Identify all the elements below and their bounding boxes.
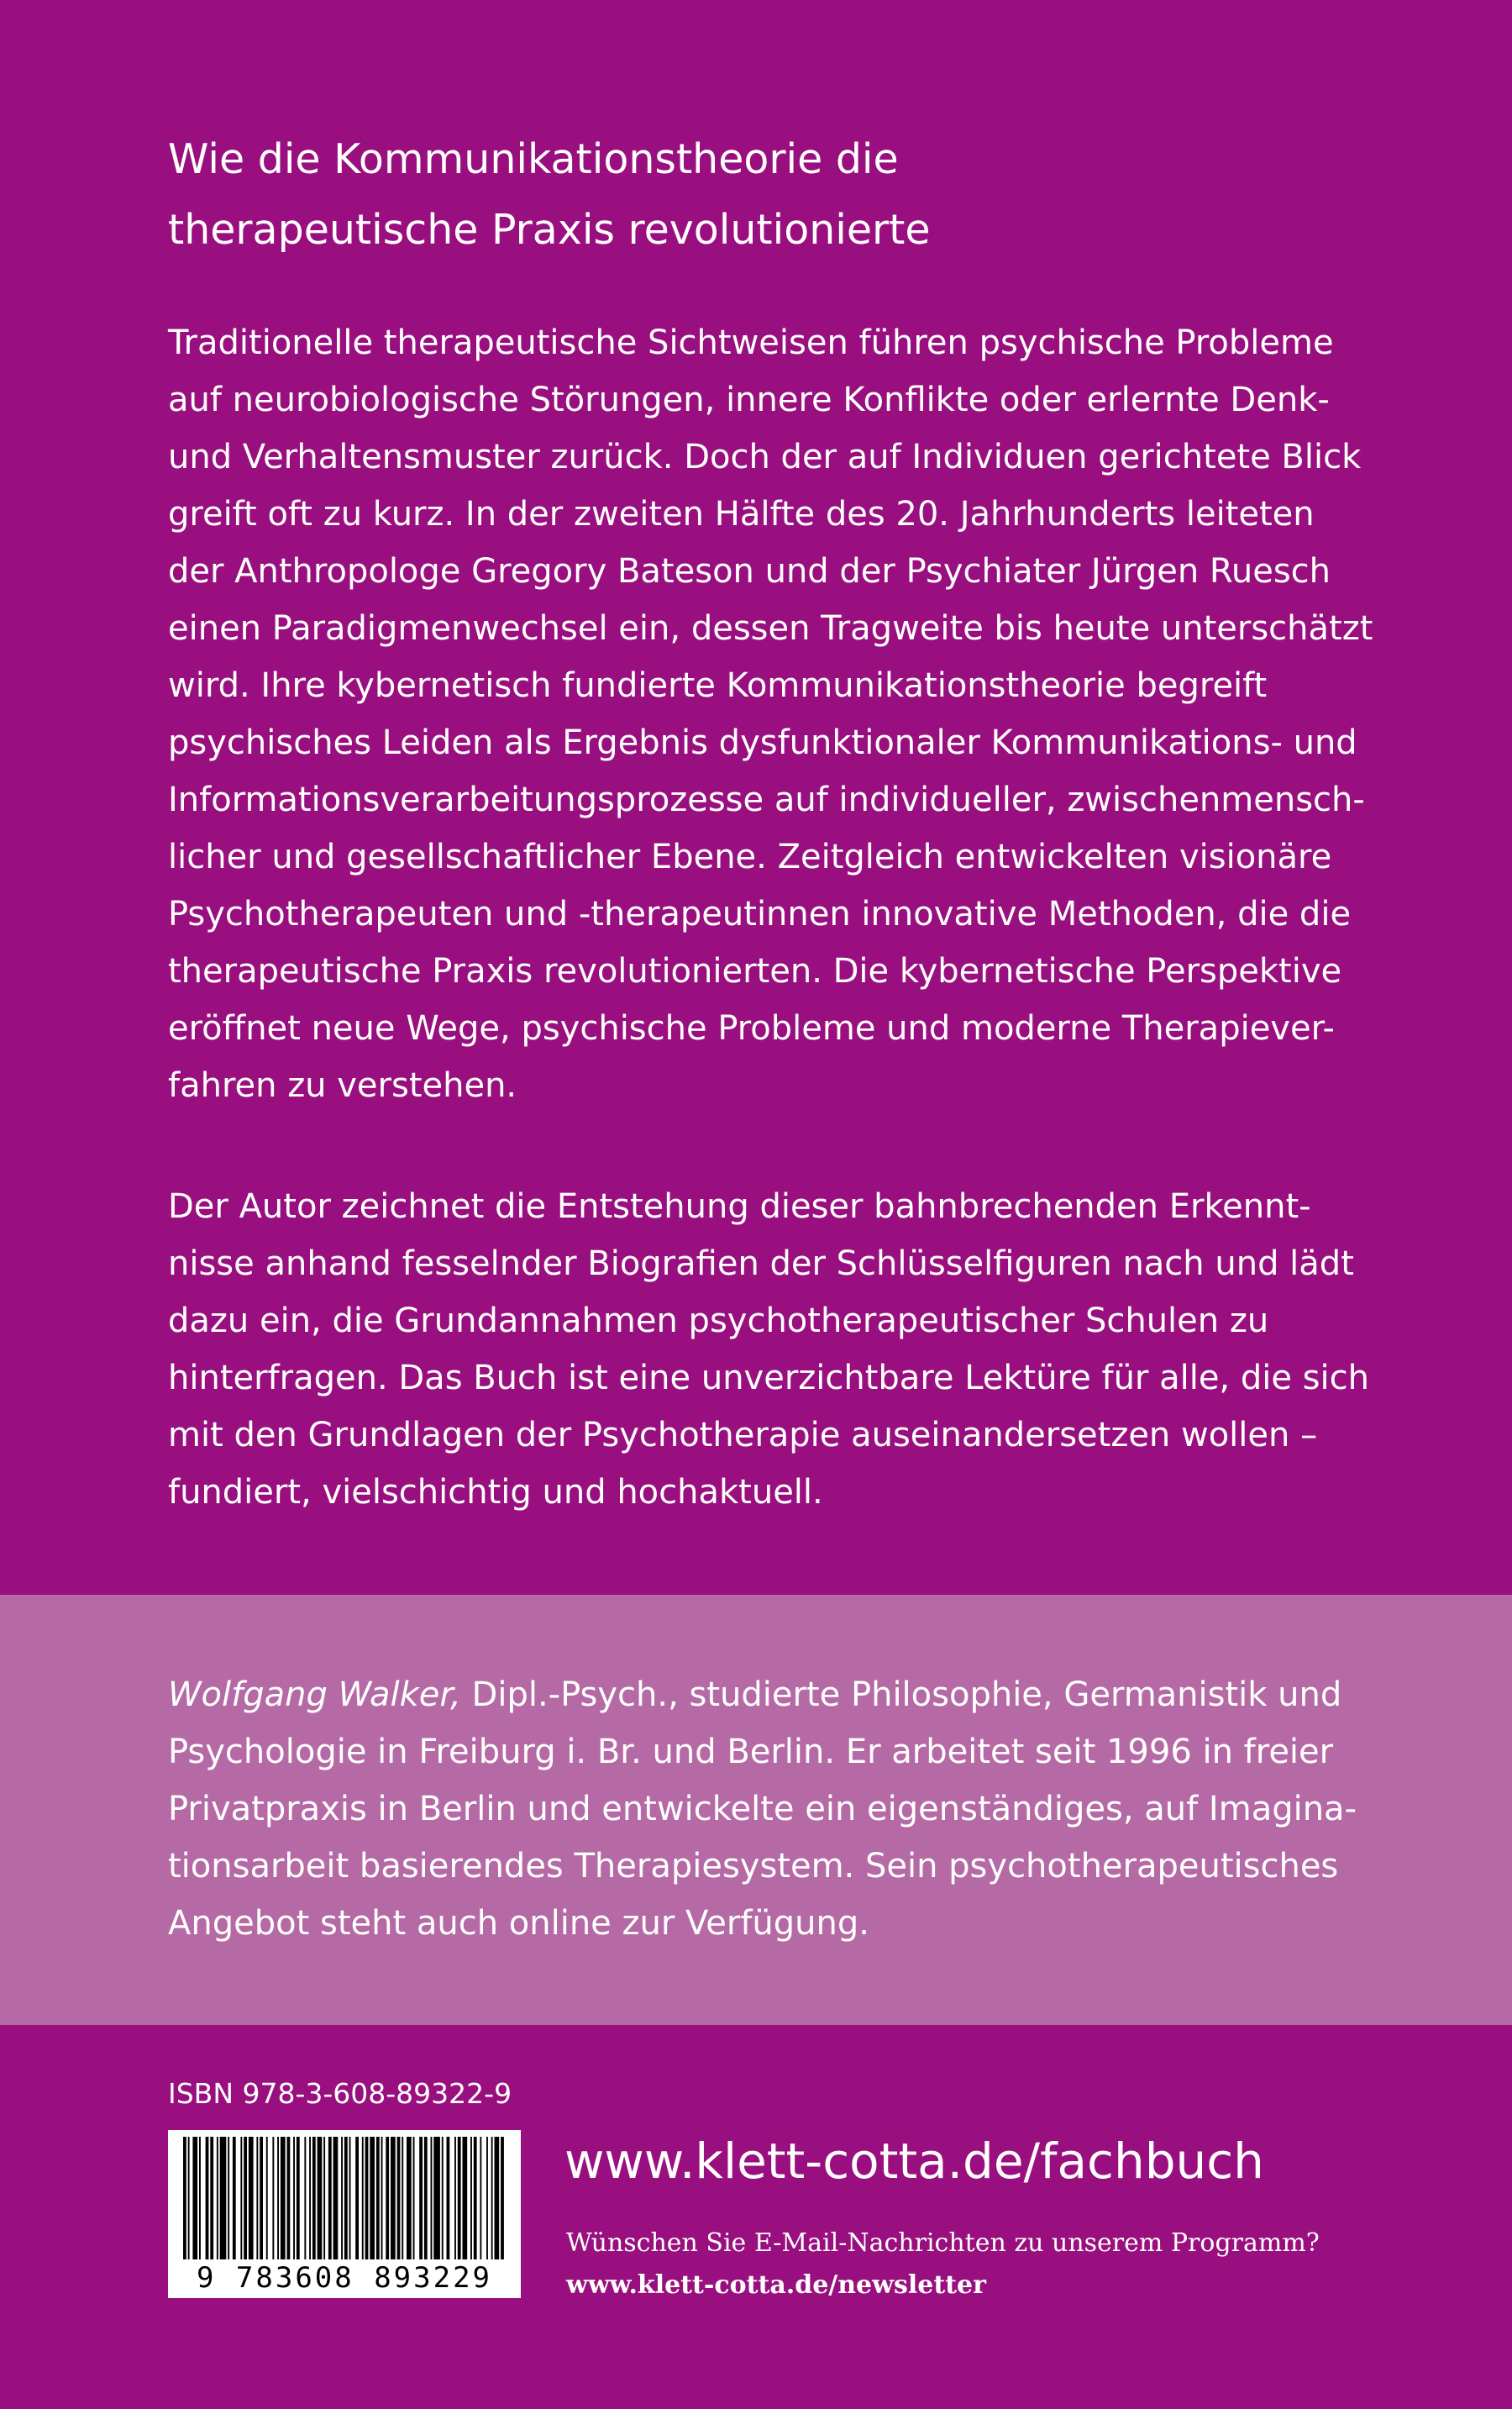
text-line: dazu ein, die Grundannahmen psychotherapeutischer Schulen zu xyxy=(168,1302,1269,1340)
text-line: einen Paradigmenwechsel ein, dessen Tragweite bis heute unterschätzt xyxy=(168,609,1373,648)
barcode-bar xyxy=(233,2137,236,2259)
barcode-bar xyxy=(447,2137,450,2259)
barcode-bar xyxy=(333,2137,339,2259)
barcode-bar xyxy=(480,2137,481,2259)
barcode-bar xyxy=(355,2137,359,2259)
barcode-bar xyxy=(349,2137,351,2259)
barcode-bar xyxy=(397,2137,401,2259)
barcode-bar xyxy=(287,2137,291,2259)
barcode-bar xyxy=(463,2137,468,2259)
barcode-bar xyxy=(192,2137,197,2259)
barcode-bar xyxy=(272,2137,274,2259)
barcode-bar xyxy=(433,2137,440,2259)
barcode-bar xyxy=(391,2137,396,2259)
text-line: der Anthropologe Gregory Bateson und der Psychiater Jürgen Ruesch xyxy=(168,552,1331,591)
barcode-bar xyxy=(183,2137,186,2259)
barcode-bar xyxy=(495,2137,500,2259)
text-line: tionsarbeit basierendes Therapiesystem. Sein psychotherapeutisches xyxy=(168,1847,1339,1886)
barcode-bar xyxy=(341,2137,343,2259)
text-line: fahren zu verstehen. xyxy=(168,1066,517,1105)
barcode-bar xyxy=(431,2137,433,2259)
barcode-bar xyxy=(362,2137,364,2259)
text-line: Psychotherapeuten und -therapeutinnen innovative Methoden, die die xyxy=(168,895,1352,934)
text-line: fundiert, vielschichtig und hochaktuell. xyxy=(168,1473,823,1512)
barcode-bar xyxy=(220,2137,227,2259)
barcode-bar xyxy=(419,2137,423,2259)
text-line: auf neurobiologische Störungen, innere Konflikte oder erlernte Denk- xyxy=(168,381,1330,419)
barcode-bar xyxy=(256,2137,258,2259)
barcode-bar xyxy=(206,2137,209,2259)
text-line: licher und gesellschaftlicher Ebene. Zeitgleich entwickelten visionäre xyxy=(168,838,1332,876)
barcode-bar xyxy=(328,2137,332,2259)
barcode-bar xyxy=(210,2137,213,2259)
author-bio-first-line-rest: Dipl.-Psych., studierte Philosophie, Germanistik und xyxy=(460,1675,1342,1714)
text-line: nisse anhand fesselnder Biografien der Schlüsselfiguren nach und lädt xyxy=(168,1244,1354,1283)
barcode-bar xyxy=(458,2137,461,2259)
text-line: therapeutische Praxis revolutionierten. Die kybernetische Perspektive xyxy=(168,952,1342,991)
text-line: wird. Ihre kybernetisch fundierte Kommunikationstheorie begreift xyxy=(168,666,1268,705)
text-line: Informationsverarbeitungsprozesse auf individueller, zwischenmensch- xyxy=(168,781,1365,819)
text-line: Angebot steht auch online zur Verfügung. xyxy=(168,1904,869,1943)
barcode-bar xyxy=(386,2137,389,2259)
barcode-bar xyxy=(293,2137,295,2259)
barcode-bar xyxy=(266,2137,268,2259)
barcode-bar xyxy=(442,2137,444,2259)
headline-line: therapeutische Praxis revolutionierte xyxy=(168,206,931,254)
barcode-bar xyxy=(297,2137,300,2259)
barcode-bar xyxy=(381,2137,383,2259)
barcode-bar xyxy=(304,2137,306,2259)
barcode-bar xyxy=(260,2137,263,2259)
text-line: greift oft zu kurz. In der zweiten Hälfte des 20. Jahrhunderts leiteten xyxy=(168,495,1315,534)
barcode-bar xyxy=(244,2137,247,2259)
barcode-bar xyxy=(454,2137,456,2259)
barcode-bar xyxy=(249,2137,254,2259)
barcode-bar xyxy=(312,2137,316,2259)
barcode-bar xyxy=(228,2137,229,2259)
author-name: Wolfgang Walker, xyxy=(168,1675,461,1714)
isbn: ISBN 978-3-608-89322-9 xyxy=(168,2077,512,2110)
headline-line: Wie die Kommunikationstheorie die xyxy=(168,135,899,183)
barcode-bar xyxy=(323,2137,325,2259)
barcode-bar xyxy=(370,2137,375,2259)
barcode-bar xyxy=(365,2137,369,2259)
publisher-website[interactable]: www.klett-cotta.de/fachbuch xyxy=(564,2133,1264,2190)
newsletter-link[interactable]: www.klett-cotta.de/newsletter xyxy=(566,2270,986,2300)
barcode-bar xyxy=(486,2137,488,2259)
author-bio xyxy=(168,1666,1378,1952)
barcode-bar xyxy=(376,2137,380,2259)
barcode-bar xyxy=(407,2137,412,2259)
text-line: Der Autor zeichnet die Entstehung dieser bahnbrechenden Erkennt- xyxy=(168,1187,1311,1226)
description-paragraph-1 xyxy=(168,314,1378,1114)
text-line: Psychologie in Freiburg i. Br. und Berlin. Er arbeitet seit 1996 in freier xyxy=(168,1733,1334,1771)
barcode-bar xyxy=(309,2137,311,2259)
barcode-bar xyxy=(344,2137,348,2259)
barcode-bar xyxy=(240,2137,242,2259)
barcode-bar xyxy=(424,2137,428,2259)
text-line: Traditionelle therapeutische Sichtweisen führen psychische Probleme xyxy=(168,323,1334,362)
barcode-bar xyxy=(402,2137,403,2259)
barcode-bar xyxy=(281,2137,286,2259)
barcode-digits: 9 783608 893229 xyxy=(168,2261,521,2295)
headline xyxy=(168,124,1361,266)
barcode-bar xyxy=(474,2137,477,2259)
barcode-bar xyxy=(199,2137,201,2259)
text-line: psychisches Leiden als Ergebnis dysfunktionaler Kommunikations- und xyxy=(168,723,1357,762)
barcode-bar xyxy=(217,2137,218,2259)
text-line: mit den Grundlagen der Psychotherapie auseinandersetzen wollen – xyxy=(168,1416,1318,1454)
barcode-bar xyxy=(501,2137,504,2259)
text-line: eröffnet neue Wege, psychische Probleme und moderne Therapiever- xyxy=(168,1009,1335,1048)
description-paragraph-2 xyxy=(168,1178,1378,1521)
barcode-bar xyxy=(413,2137,415,2259)
barcode-bar xyxy=(188,2137,190,2259)
barcode-bar xyxy=(277,2137,279,2259)
newsletter-question: Wünschen Sie E-Mail-Nachrichten zu unserem Programm? xyxy=(566,2228,1320,2258)
barcode xyxy=(168,2130,521,2298)
text-line: Privatpraxis in Berlin und entwickelte ein eigenständiges, auf Imagina- xyxy=(168,1790,1357,1828)
text-line: hinterfragen. Das Buch ist eine unverzichtbare Lektüre für alle, die sich xyxy=(168,1359,1369,1397)
barcode-bar xyxy=(491,2137,493,2259)
barcode-bar xyxy=(470,2137,472,2259)
barcode-bar xyxy=(318,2137,323,2259)
author-bio-first-line xyxy=(168,1666,1378,1723)
text-line: und Verhaltensmuster zurück. Doch der auf Individuen gerichtete Blick xyxy=(168,438,1362,476)
